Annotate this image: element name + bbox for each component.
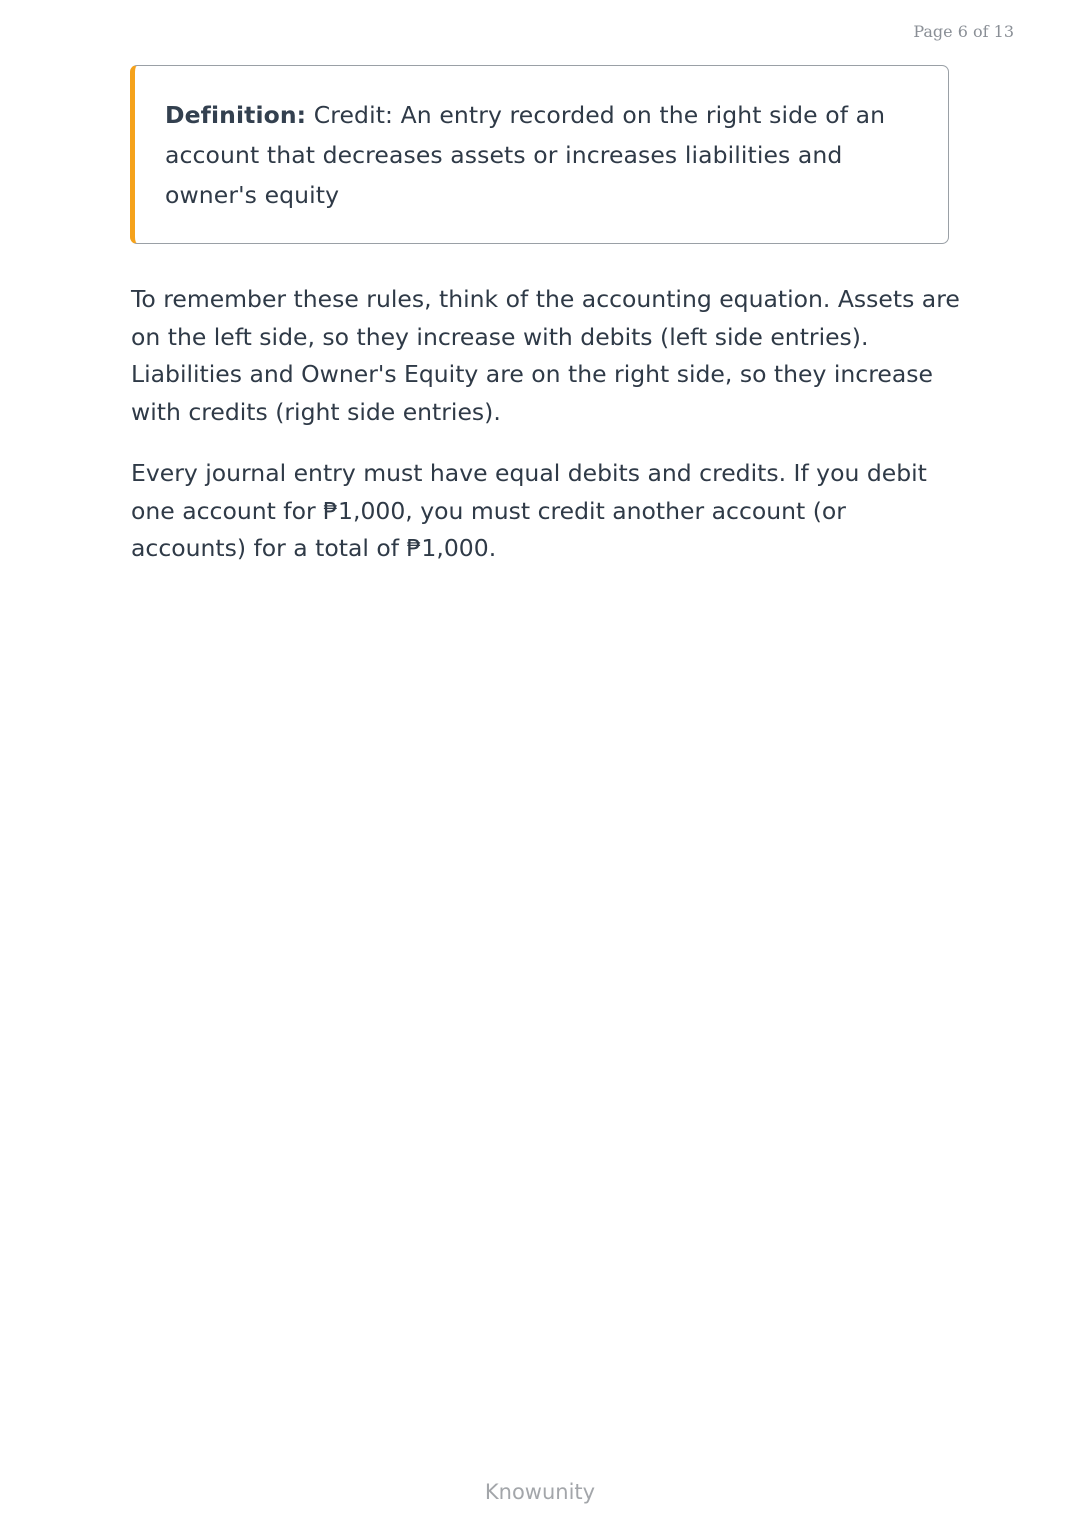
footer-brand: Knowunity (484, 1480, 596, 1504)
paragraph-journal-entry: Every journal entry must have equal debits and credits. If you debit one account for ₱1,000, you must credit another account (or accounts) for a total of ₱1,000. (131, 459, 927, 563)
definition-body: Credit: An entry recorded on the right side of an account that decreases assets or increases liabilities and owner's equity (165, 101, 886, 209)
definition-text (165, 95, 918, 215)
page-number: Page 6 of 13 (913, 22, 1014, 41)
definition-label: Definition: (165, 101, 307, 129)
paragraph-accounting-equation: To remember these rules, think of the accounting equation. Assets are on the left side, so they increase with debits (left side entries). Liabilities and Owner's Equity are on the right side, so they increase with credits (right side entries). (131, 285, 960, 427)
definition-callout (130, 65, 949, 244)
